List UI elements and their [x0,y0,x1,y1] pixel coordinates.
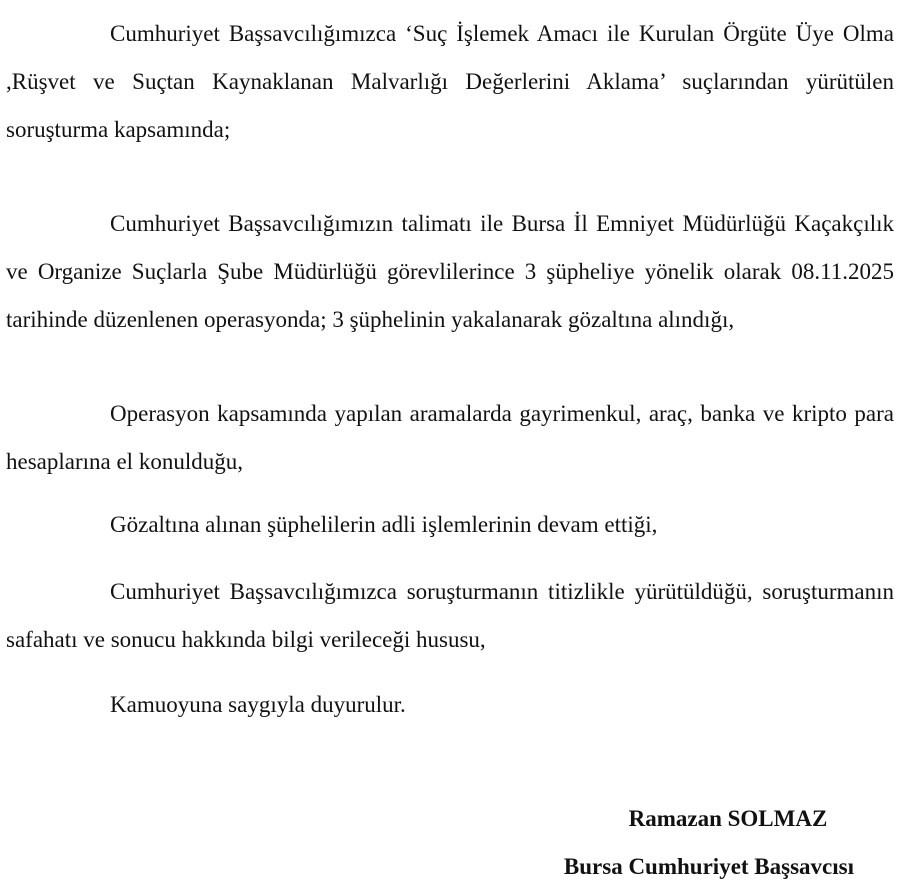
paragraph-custody-status: Gözaltına alınan şüphelilerin adli işlemlerinin devam ettiği, [110,512,658,537]
signature-block [564,795,854,891]
paragraph-announcement: Kamuoyuna saygıyla duyurulur. [110,692,406,717]
paragraph-investigation-scope: Cumhuriyet Başsavcılığımızca ‘Suç İşlemek Amacı ile Kurulan Örgüte Üye Olma ,Rüşvet ve Suçtan Kaynaklanan Malvarlığı Değerlerini Aklama’ suçlarından yürütülen soruşturma kapsamında; [6,21,894,142]
paragraph-operation-details: Cumhuriyet Başsavcılığımızın talimatı ile Bursa İl Emniyet Müdürlüğü Kaçakçılık ve Organize Suçlarla Şube Müdürlüğü görevlilerince 3 şüpheliye yönelik olarak 08.11.2025 tarihinde düzenlenen operasyonda; 3 şüphelinin yakalanarak gözaltına alındığı, [6,211,894,332]
signatory-name: Ramazan SOLMAZ [628,806,828,831]
paragraph-asset-seizure: Operasyon kapsamında yapılan aramalarda gayrimenkul, araç, banka ve kripto para hesaplarına el konulduğu, [6,401,894,474]
press-release-body [6,10,894,729]
signatory-title: Bursa Cumhuriyet Başsavcısı [563,854,854,879]
paragraph-investigation-progress: Cumhuriyet Başsavcılığımızca soruşturmanın titizlikle yürütüldüğü, soruşturmanın safahatı ve sonucu hakkında bilgi verileceği hususu, [6,579,894,652]
